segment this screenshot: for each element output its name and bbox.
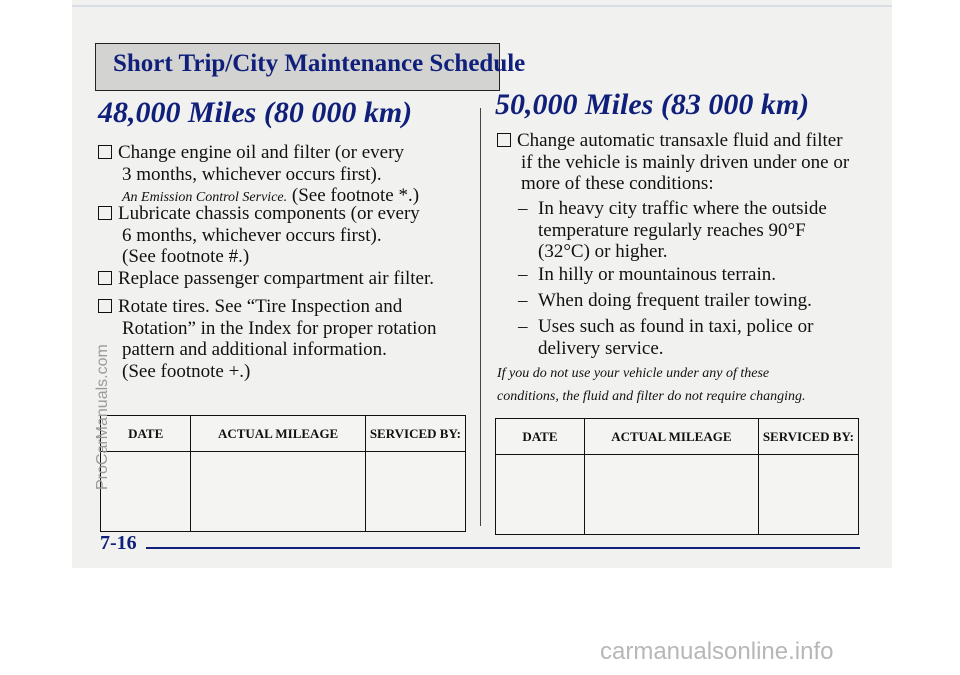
left-item-lubricate [98, 203, 420, 268]
note-text: If you do not use your vehicle under any of these [497, 366, 770, 381]
footnote-ref: (See footnote #.) [122, 246, 250, 267]
page-number: 7-16 [100, 532, 137, 554]
item-text: Lubricate chassis components (or every [118, 203, 420, 224]
condition-text: Uses such as found in taxi, police or [538, 316, 814, 337]
left-item-oil-change [98, 142, 419, 209]
column-header-date: DATE [101, 416, 191, 452]
item-text: if the vehicle is mainly driven under one or [521, 151, 850, 173]
item-text: more of these conditions: [521, 173, 714, 194]
condition-text: delivery service. [538, 337, 664, 359]
condition-text: temperature regularly reaches 90°F [538, 219, 806, 241]
item-text: Rotation” in the Index for proper rotation [122, 317, 437, 339]
column-header-date: DATE [496, 419, 585, 455]
serviced-by-cell[interactable] [758, 455, 858, 535]
left-item-rotate-tires [98, 296, 436, 382]
emission-note: An Emission Control Service. [122, 190, 288, 205]
side-watermark: ProCarManuals.com [94, 344, 111, 490]
condition-item: – In hilly or mountainous terrain. [518, 264, 776, 285]
bottom-rule [146, 547, 860, 549]
item-text: Change engine oil and filter (or every [118, 142, 404, 163]
footnote-ref: (See footnote +.) [122, 360, 251, 382]
item-text: Change automatic transaxle fluid and filter [517, 130, 843, 151]
condition-text: In hilly or mountainous terrain. [538, 264, 776, 285]
item-text: pattern and additional information. [122, 339, 387, 360]
page-title: Short Trip/City Maintenance Schedule [113, 50, 526, 77]
item-text: 3 months, whichever occurs first). [122, 163, 382, 185]
item-text: Rotate tires. See “Tire Inspection and [118, 296, 403, 317]
note-text: conditions, the fluid and filter do not require changing. [497, 389, 806, 404]
checkbox-icon [98, 271, 112, 285]
checkbox-icon [98, 299, 112, 313]
condition-item: – Uses such as found in taxi, police or delivery service. [518, 316, 814, 359]
condition-text: In heavy city traffic where the outside [538, 198, 827, 219]
bottom-watermark: carmanualsonline.info [600, 638, 834, 665]
column-divider [480, 108, 481, 526]
condition-text: When doing frequent trailer towing. [538, 290, 812, 311]
checkbox-icon [497, 133, 511, 147]
conditions-note [497, 362, 806, 408]
left-service-log-table [100, 415, 466, 532]
item-text: 6 months, whichever occurs first). [122, 224, 382, 246]
left-item-air-filter [98, 268, 434, 290]
left-heading: 48,000 Miles (80 000 km) [98, 96, 413, 129]
right-service-log-table [495, 418, 859, 535]
condition-item: – When doing frequent trailer towing. [518, 290, 812, 311]
column-header-mileage: ACTUAL MILEAGE [191, 416, 365, 452]
column-header-serviced-by: SERVICED BY: [365, 416, 465, 452]
condition-text: (32°C) or higher. [538, 241, 668, 262]
date-cell[interactable] [496, 455, 585, 535]
checkbox-icon [98, 145, 112, 159]
serviced-by-cell[interactable] [365, 452, 465, 532]
column-header-mileage: ACTUAL MILEAGE [584, 419, 758, 455]
mileage-cell[interactable] [191, 452, 365, 532]
right-item-transaxle [497, 130, 849, 195]
condition-item: – In heavy city traffic where the outside temperature regularly reaches 90°F (32°C) or higher. [518, 198, 827, 262]
date-cell[interactable] [101, 452, 191, 532]
mileage-cell[interactable] [584, 455, 758, 535]
column-header-serviced-by: SERVICED BY: [758, 419, 858, 455]
item-text: Replace passenger compartment air filter. [118, 268, 435, 289]
top-rule [72, 5, 892, 7]
checkbox-icon [98, 206, 112, 220]
footnote-ref: (See footnote *.) [291, 185, 420, 206]
right-heading: 50,000 Miles (83 000 km) [495, 88, 810, 121]
